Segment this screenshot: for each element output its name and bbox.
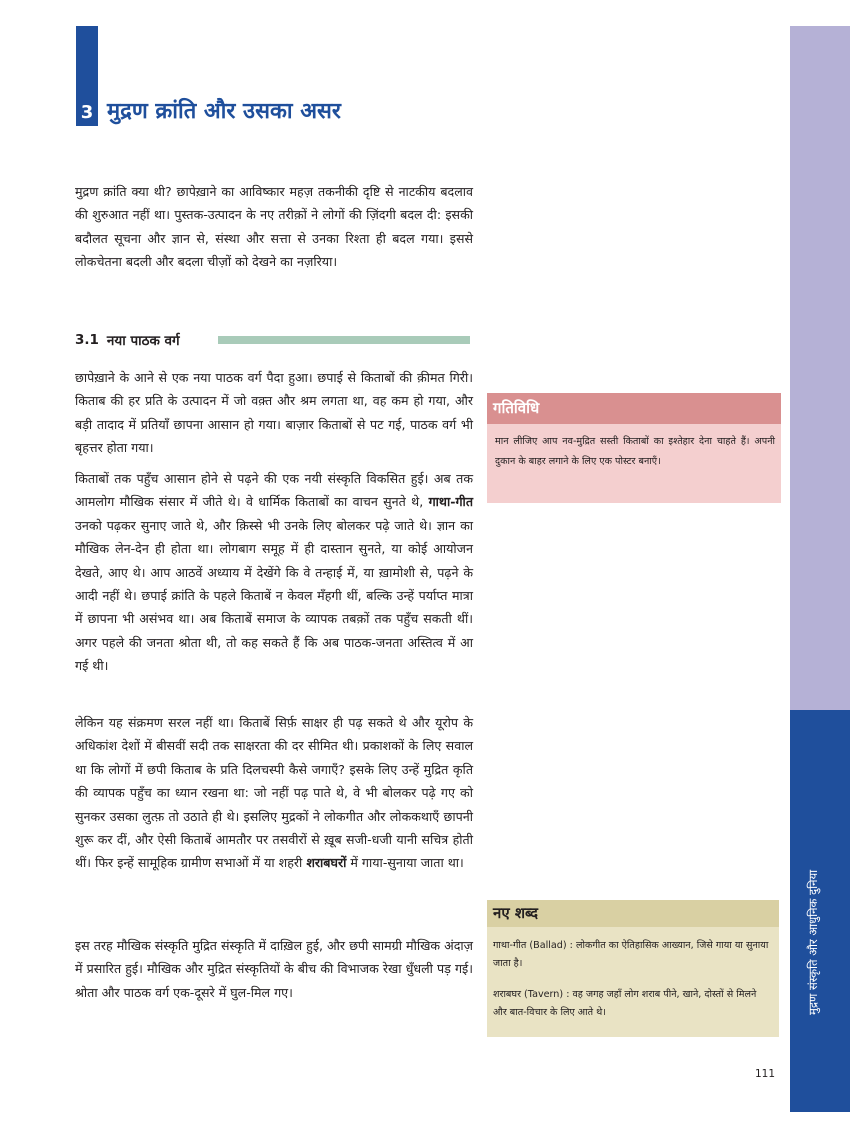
body-paragraph-3 [75,711,473,875]
intro-paragraph: मुद्रण क्रांति क्या थी? छापेख़ाने का आविष्कार महज़ तकनीकी दृष्टि से नाटकीय बदलाव की शुरुआत नहीं था। पुस्तक-उत्पादन के नए तरीक़ों ने लोगों की ज़िंदगी बदल दी: इसकी बदौलत सूचना और ज्ञान से, संस्था और सत्ता से उनका रिश्ता ही बदल गया। इससे लोकचेतना बदली और बदला चीज़ों को देखने का नज़रिया। [75,184,473,270]
bold-term-ballad: गाथा-गीत [428,494,473,510]
paragraph-text: किताबों तक पहुँच आसान होने से पढ़ने की एक नयी संस्कृति विकसित हुई। अब तक आमलोग मौखिक संसार में जीते थे। वे धार्मिक किताबों का वाचन सुनते थे, [75,471,473,510]
activity-box [487,393,781,503]
chapter-title: मुद्रण क्रांति और उसका असर [107,99,341,124]
body-paragraph-2 [75,467,473,678]
glossary-term: गाथा-गीत (Ballad) [493,940,567,951]
glossary-entry-tavern [487,986,779,1021]
glossary-definition: : वह जगह जहाँ लोग शराब पीने, खाने, दोस्तों से मिलने और बात-विचार के लिए आते थे। [493,989,757,1018]
activity-heading: गतिविधि [487,393,781,424]
page-number: 111 [754,1068,775,1080]
section-heading [75,330,180,350]
glossary-term: शराबघर (Tavern) [493,989,564,1000]
glossary-definition: : लोकगीत का ऐतिहासिक आख्यान, जिसे गाया या सुनाया जाता है। [493,940,769,969]
glossary-entry-ballad [487,937,779,972]
glossary-box [487,900,779,1037]
section-rule [218,336,470,344]
bold-term-tavern: शराबघरों [306,855,347,871]
paragraph-text: में गाया-सुनाया जाता था। [346,855,464,871]
activity-text: मान लीजिए आप नव-मुद्रित सस्ती किताबों का इश्तेहार देना चाहते हैं। अपनी दुकान के बाहर लगाने के लिए एक पोस्टर बनाएँ। [495,436,775,467]
section-number: 3.1 [75,332,99,348]
section-title: नया पाठक वर्ग [106,333,180,349]
chapter-number: 3 [80,102,94,123]
running-head: मुद्रण संस्कृति और आधुनिक दुनिया [806,869,820,1015]
paragraph-text: लेकिन यह संक्रमण सरल नहीं था। किताबें सिर्फ़ साक्षर ही पढ़ सकते थे और यूरोप के अधिकांश देशों में बीसवीं सदी तक साक्षरता की दर सीमित थी। प्रकाशकों के लिए सवाल था कि लोगों में छपी किताब के प्रति दिलचस्पी कैसे जगाएँ? इसके लिए उन्हें मुद्रित कृति की व्यापक पहुँच का ध्यान रखना था: जो नहीं पढ़ पाते थे, वे भी बोलकर पढ़े गए को सुनकर उसका लुत्फ़ तो उठाते ही थे। इसलिए मुद्रकों ने लोकगीत और लोककथाएँ छापनी शुरू कर दीं, और ऐसी किताबें आमतौर पर तसवीरों से ख़ूब सजी-धजी यानी सचित्र होती थीं। फिर इन्हें सामूहिक ग्रामीण सभाओं में या शहरी [75,715,473,871]
body-paragraph-1: छापेख़ाने के आने से एक नया पाठक वर्ग पैदा हुआ। छपाई से किताबों की क़ीमत गिरी। किताब की हर प्रति के उत्पादन में जो वक़्त और श्रम लगता था, वह कम हो गया, और बड़ी तादाद में प्रतियाँ छापना आसान हो गया। बाज़ार किताबों से पट गई, पाठक वर्ग भी बृहत्तर होता गया। [75,370,473,456]
body-paragraph-4: इस तरह मौखिक संस्कृति मुद्रित संस्कृति में दाख़िल हुई, और छपी सामग्री मौखिक अंदाज़ में प्रसारित हुई। मौखिक और मुद्रित संस्कृतियों के बीच की विभाजक रेखा धुँधली पड़ गई। श्रोता और पाठक वर्ग एक-दूसरे में घुल-मिल गए। [75,938,473,1000]
glossary-heading: नए शब्द [487,900,779,927]
paragraph-text: उनको पढ़कर सुनाए जाते थे, और क़िस्से भी उनके लिए बोलकर पढ़े जाते थे। ज्ञान का मौखिक लेन-देन ही होता था। लोगबाग समूह में ही दास्तान सुनते, या कोई आयोजन देखते, आए थे। आप आठवें अध्याय में देखेंगे कि वे तन्हाई में, या ख़ामोशी से, पढ़ने के आदी नहीं थे। छपाई क्रांति के पहले किताबें न केवल मँहगी थीं, बल्कि उन्हें पर्याप्त मात्रा में छापना भी असंभव था। अब किताबें समाज के व्यापक तबक़ों तक पहुँच सकती थीं। अगर पहले की जनता श्रोता थी, तो कह सकते हैं कि अब पाठक-जनता अस्तित्व में आ गई थी। [75,517,473,674]
